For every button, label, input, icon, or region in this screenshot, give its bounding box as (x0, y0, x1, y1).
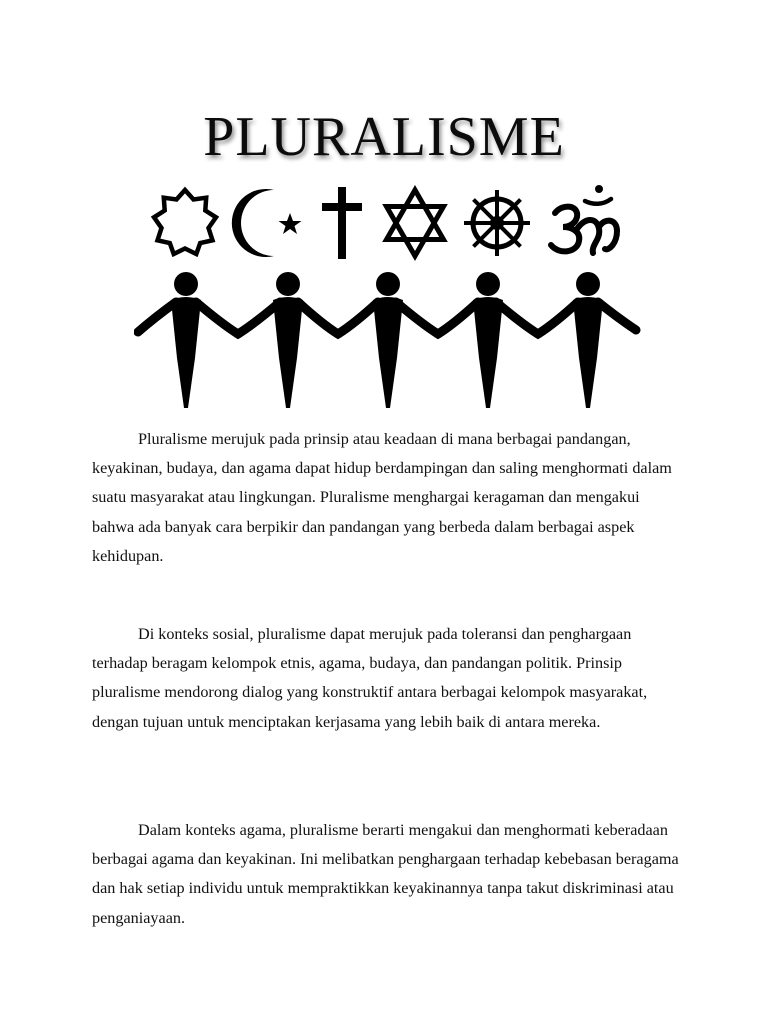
paragraph-1 (92, 425, 682, 571)
star-of-david-icon (387, 190, 444, 256)
person-figure (473, 272, 503, 408)
om-icon (551, 185, 617, 253)
religious-symbols (140, 185, 630, 265)
paragraph-text: Dalam konteks agama, pluralisme berarti mengakui dan menghormati keberadaan berbagai agama dan keyakinan. Ini melibatkan penghargaan terhadap kebebasan beragama dan hak setiap individu untuk mempraktikkan keyakinannya tanpa takut diskriminasi atau penganiayaan. (92, 821, 679, 927)
bahai-star-icon (154, 190, 216, 254)
people-holding-hands-illustration (134, 268, 642, 410)
paragraph-3 (92, 816, 682, 933)
paragraph-2 (92, 620, 682, 737)
person-figure (171, 272, 201, 408)
person-figure (273, 272, 303, 408)
dharma-wheel-icon (464, 190, 530, 256)
page-title: PLURALISME (203, 106, 565, 168)
crescent-star-icon (232, 189, 302, 257)
person-figure (573, 272, 603, 408)
cross-icon (322, 187, 362, 259)
paragraph-text: Pluralisme merujuk pada prinsip atau keadaan di mana berbagai pandangan, keyakinan, budaya, dan agama dapat hidup berdampingan dan saling menghormati dalam suatu masyarakat atau lingkungan. Pluralisme menghargai keragaman dan mengakui bahwa ada banyak cara berpikir dan pandangan yang berbeda dalam berbagai aspek kehidupan. (92, 430, 672, 565)
paragraph-text: Di konteks sosial, pluralisme dapat merujuk pada toleransi dan penghargaan terhadap beragam kelompok etnis, agama, budaya, dan pandangan politik. Prinsip pluralisme mendorong dialog yang konstruktif antara berbagai kelompok masyarakat, dengan tujuan untuk menciptakan kerjasama yang lebih baik di antara mereka. (92, 625, 648, 731)
person-figure (373, 272, 403, 408)
